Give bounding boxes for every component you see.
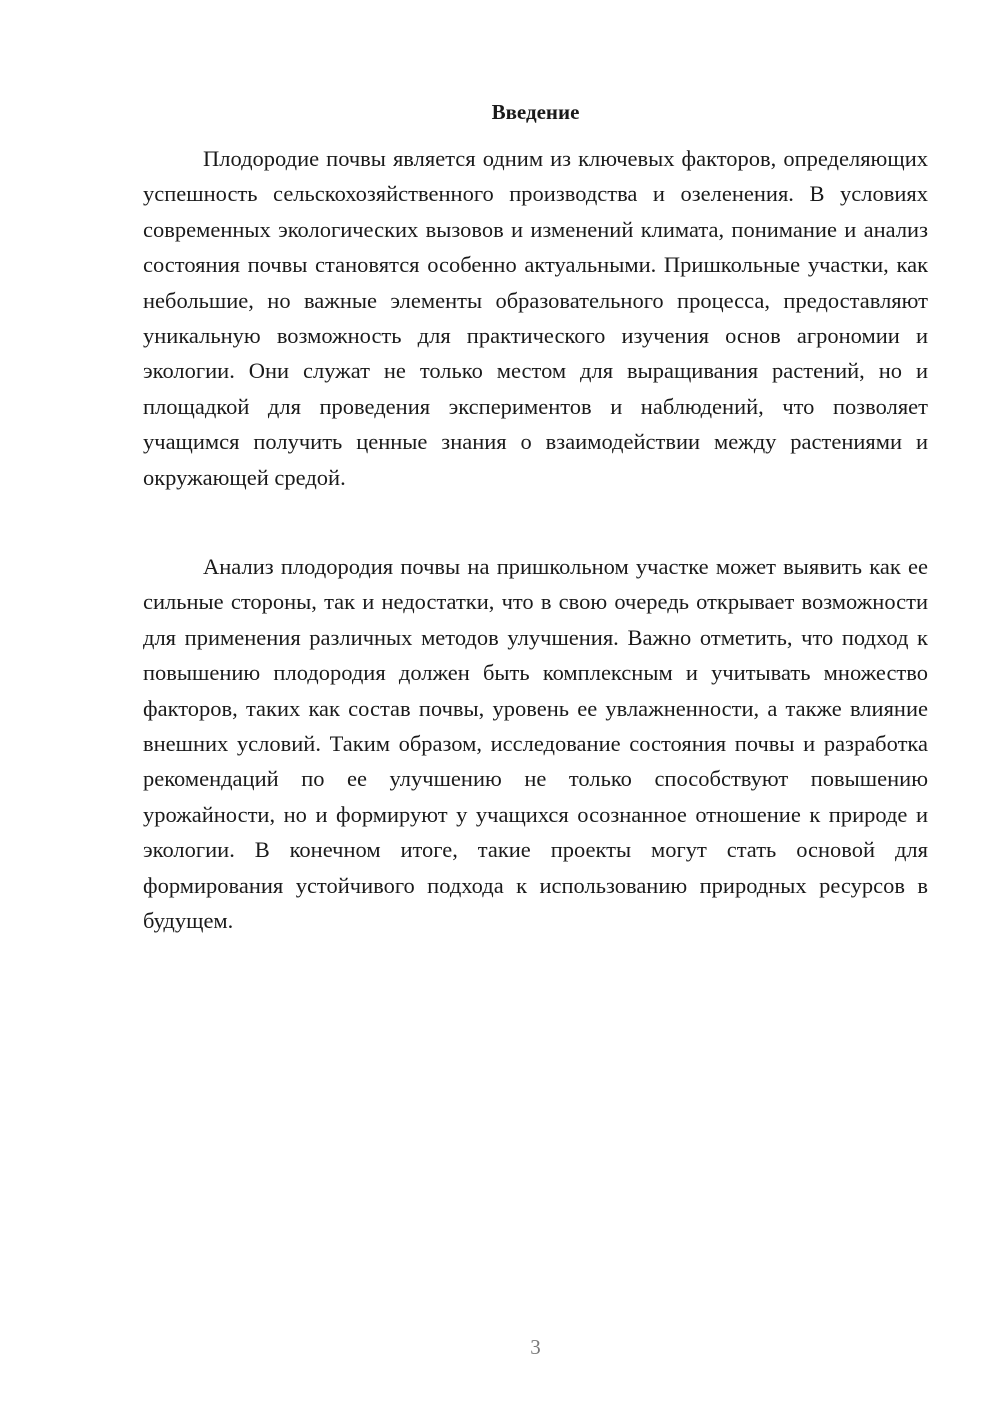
- paragraph-1: Плодородие почвы является одним из ключевых факторов, определяющих успешность сельскохозяйственного производства и озеленения. В условиях современных экологических вызовов и изменений климата, понимание и анализ состояния почвы становятся особенно актуальными. Пришкольные участки, как небольшие, но важные элементы образовательного процесса, предоставляют уникальную возможность для практического изучения основ агрономии и экологии. Они служат не только местом для выращивания растений, но и площадкой для проведения экспериментов и наблюдений, что позволяет учащимся получить ценные знания о взаимодействии между растениями и окружающей средой.: [143, 146, 928, 490]
- page-number: 3: [530, 1335, 541, 1359]
- section-heading: Введение: [491, 100, 580, 124]
- paragraph-2: Анализ плодородия почвы на пришкольном участке может выявить как ее сильные стороны, так и недостатки, что в свою очередь открывает возможности для применения различных методов улучшения. Важно отметить, что подход к повышению плодородия должен быть комплексным и учитывать множество факторов, таких как состав почвы, уровень ее увлажненности, а также влияние внешних условий. Таким образом, исследование состояния почвы и разработка рекомендаций по ее улучшению не только способствуют повышению урожайности, но и формируют у учащихся осознанное отношение к природе и экологии. В конечном итоге, такие проекты могут стать основой для формирования устойчивого подхода к использованию природных ресурсов в будущем.: [143, 554, 928, 934]
